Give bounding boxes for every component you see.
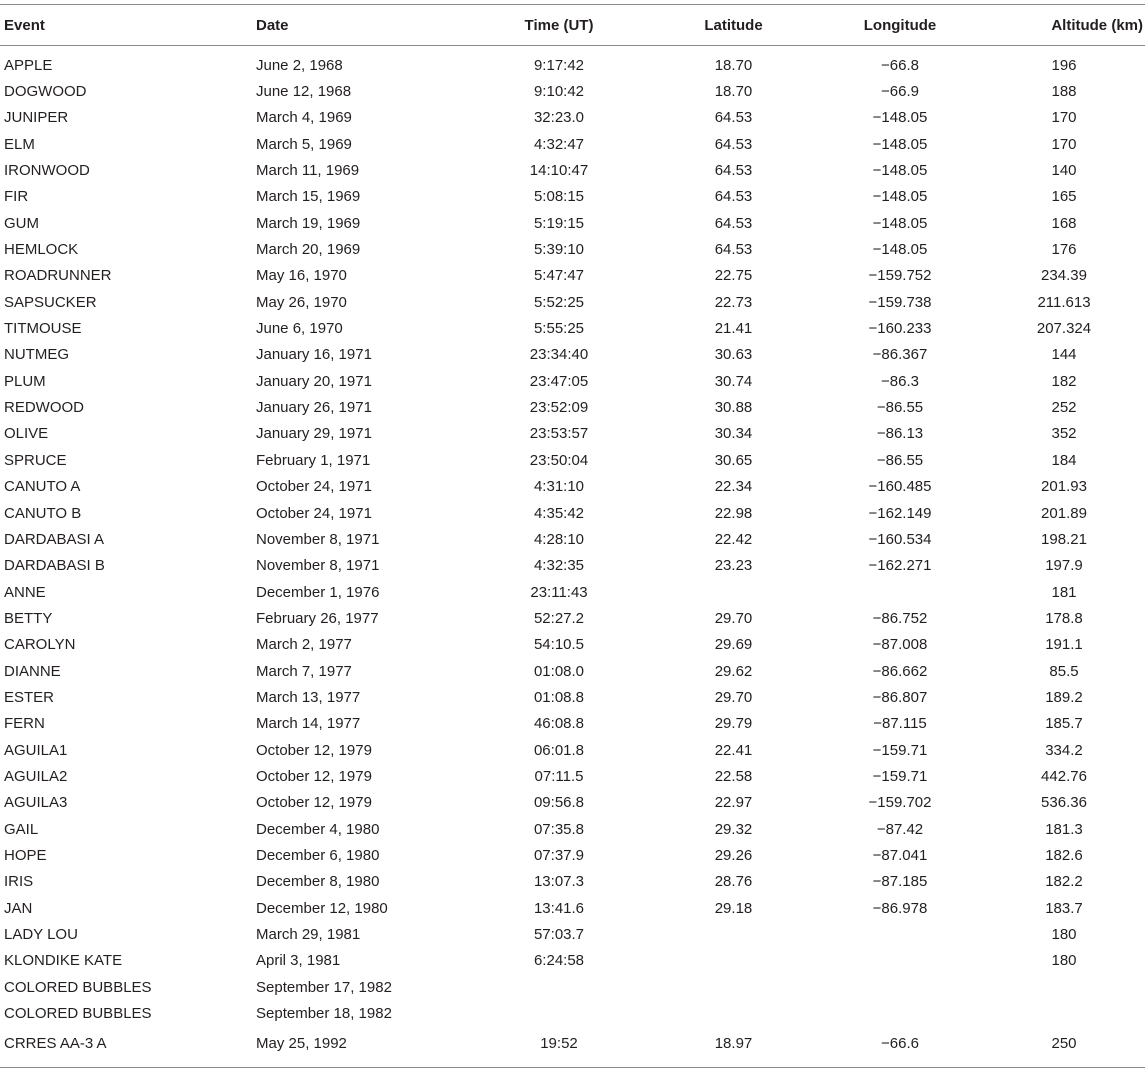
cell-latitude: 21.41 <box>714 320 753 338</box>
cell-latitude: 30.88 <box>714 399 753 417</box>
cell-event: ANNE <box>4 583 46 601</box>
cell-time: 4:35:42 <box>533 504 585 522</box>
cell-date: October 12, 1979 <box>256 741 372 759</box>
cell-event: TITMOUSE <box>4 320 82 338</box>
cell-date: May 25, 1992 <box>256 1027 468 1068</box>
cell-date: October 12, 1979 <box>256 767 372 785</box>
cell-latitude: 29.18 <box>714 899 753 917</box>
cell-date: March 11, 1969 <box>256 162 360 180</box>
cell-event: BETTY <box>4 609 53 627</box>
table-body <box>0 46 1145 1068</box>
cell-altitude: 182 <box>1051 372 1077 390</box>
table-row <box>0 737 1145 763</box>
cell-date: November 8, 1971 <box>256 557 380 575</box>
table-row <box>0 46 1145 79</box>
cell-time: 07:35.8 <box>533 820 585 838</box>
cell-altitude: 201.89 <box>1041 504 1087 522</box>
cell-time: 5:52:25 <box>533 293 585 311</box>
cell-time: 46:08.8 <box>533 715 585 733</box>
cell-event: IRIS <box>4 873 34 891</box>
cell-time: 01:08.0 <box>533 662 585 680</box>
cell-latitude: 64.53 <box>714 135 753 153</box>
cell-time: 23:52:09 <box>529 399 589 417</box>
cell-latitude: 64.53 <box>714 188 753 206</box>
cell-latitude <box>650 1000 817 1026</box>
cell-latitude: 22.73 <box>714 293 753 311</box>
cell-event: DARDABASI A <box>4 530 105 548</box>
table-row <box>0 684 1145 710</box>
cell-altitude: 234.39 <box>1041 267 1087 285</box>
cell-latitude: 29.62 <box>714 662 753 680</box>
cell-time: 23:47:05 <box>529 372 589 390</box>
cell-date: June 2, 1968 <box>256 56 343 74</box>
cell-altitude: 250 <box>983 1027 1145 1068</box>
cell-event: LADY LOU <box>4 926 78 944</box>
cell-time <box>468 974 650 1000</box>
cell-longitude: −159.71 <box>872 767 928 785</box>
cell-altitude: 352 <box>1051 425 1077 443</box>
table-row <box>0 105 1145 131</box>
cell-event: FIR <box>4 188 29 206</box>
table-row <box>0 763 1145 789</box>
cell-time: 5:19:15 <box>533 214 585 232</box>
table-row <box>0 184 1145 210</box>
cell-latitude: 22.41 <box>714 741 753 759</box>
cell-event: CAROLYN <box>4 636 76 654</box>
cell-date: January 26, 1971 <box>256 399 372 417</box>
cell-date: March 5, 1969 <box>256 135 352 153</box>
cell-longitude: −159.752 <box>868 267 932 285</box>
table-row <box>0 553 1145 579</box>
cell-altitude: 182.6 <box>1045 846 1083 864</box>
cell-longitude <box>817 579 983 605</box>
cell-altitude: 170 <box>1051 135 1077 153</box>
cell-event: SPRUCE <box>4 451 67 469</box>
cell-altitude: 85.5 <box>1049 662 1079 680</box>
cell-latitude: 22.75 <box>714 267 753 285</box>
table-row <box>0 394 1145 420</box>
cell-date: June 6, 1970 <box>256 320 343 338</box>
cell-longitude: −159.71 <box>872 741 928 759</box>
cell-date: October 12, 1979 <box>256 794 372 812</box>
cell-event: SAPSUCKER <box>4 293 97 311</box>
cell-event: APPLE <box>4 56 53 74</box>
cell-altitude: 182.2 <box>1045 873 1083 891</box>
cell-longitude: −66.9 <box>881 83 919 101</box>
cell-altitude: 185.7 <box>1045 715 1083 733</box>
table-row <box>0 869 1145 895</box>
cell-date: October 24, 1971 <box>256 478 372 496</box>
cell-event: ROADRUNNER <box>4 267 112 285</box>
cell-latitude <box>650 974 817 1000</box>
cell-time: 23:53:57 <box>529 425 589 443</box>
table-row <box>0 658 1145 684</box>
cell-event: COLORED BUBBLES <box>4 978 152 996</box>
cell-longitude: −86.55 <box>876 451 924 469</box>
cell-date: March 14, 1977 <box>256 715 361 733</box>
table-row <box>0 131 1145 157</box>
cell-latitude: 64.53 <box>714 214 753 232</box>
table-row <box>0 315 1145 341</box>
header-altitude: Altitude (km) <box>983 5 1145 46</box>
table-row <box>0 526 1145 552</box>
cell-date: September 17, 1982 <box>256 978 392 996</box>
cell-longitude: −148.05 <box>872 188 928 206</box>
cell-latitude: 64.53 <box>714 109 753 127</box>
cell-altitude: 207.324 <box>1036 320 1092 338</box>
cell-altitude: 196 <box>1051 56 1077 74</box>
cell-time <box>468 1000 650 1026</box>
cell-date: March 19, 1969 <box>256 214 361 232</box>
cell-latitude: 29.32 <box>714 820 753 838</box>
cell-time: 54:10.5 <box>533 636 585 654</box>
cell-time: 6:24:58 <box>533 952 585 970</box>
cell-time: 23:34:40 <box>529 346 589 364</box>
cell-event: IRONWOOD <box>4 162 90 180</box>
table-row <box>0 263 1145 289</box>
cell-longitude: −86.3 <box>881 372 919 390</box>
cell-time: 09:56.8 <box>533 794 585 812</box>
cell-longitude: −86.13 <box>876 425 924 443</box>
header-latitude: Latitude <box>650 5 817 46</box>
cell-latitude: 29.69 <box>714 636 753 654</box>
cell-longitude: −148.05 <box>872 109 928 127</box>
table-row <box>0 790 1145 816</box>
cell-latitude: 22.98 <box>714 504 753 522</box>
table-row <box>0 236 1145 262</box>
table-row <box>0 1027 1145 1068</box>
cell-event: DIANNE <box>4 662 61 680</box>
cell-longitude: −87.185 <box>872 873 928 891</box>
header-time: Time (UT) <box>468 5 650 46</box>
cell-longitude: −160.233 <box>868 320 932 338</box>
cell-longitude: −86.752 <box>872 609 928 627</box>
cell-longitude <box>817 948 983 974</box>
cell-altitude: 140 <box>1051 162 1077 180</box>
cell-altitude: 183.7 <box>1045 899 1083 917</box>
cell-date: March 13, 1977 <box>256 688 361 706</box>
cell-date: December 1, 1976 <box>256 583 380 601</box>
cell-date: January 20, 1971 <box>256 372 372 390</box>
cell-latitude: 30.74 <box>714 372 753 390</box>
cell-event: REDWOOD <box>4 399 84 417</box>
cell-altitude: 184 <box>1051 451 1077 469</box>
cell-longitude: −87.041 <box>872 846 928 864</box>
cell-altitude: 198.21 <box>1041 530 1087 548</box>
cell-event: KLONDIKE KATE <box>4 952 123 970</box>
cell-longitude: −87.008 <box>872 636 928 654</box>
cell-time: 23:50:04 <box>529 451 589 469</box>
cell-longitude <box>817 1000 983 1026</box>
cell-longitude: −86.55 <box>876 399 924 417</box>
table-row <box>0 289 1145 315</box>
cell-event: PLUM <box>4 372 46 390</box>
cell-latitude: 29.70 <box>714 688 753 706</box>
table-row <box>0 842 1145 868</box>
cell-event: AGUILA2 <box>4 767 68 785</box>
cell-longitude: −87.115 <box>873 715 927 733</box>
cell-altitude: 188 <box>1051 83 1077 101</box>
cell-latitude: 64.53 <box>714 162 753 180</box>
table-header <box>0 5 1145 46</box>
table-row <box>0 605 1145 631</box>
cell-altitude: 176 <box>1051 241 1077 259</box>
cell-event: ELM <box>4 135 35 153</box>
cell-event: COLORED BUBBLES <box>4 1005 152 1023</box>
cell-altitude: 170 <box>1051 109 1077 127</box>
cell-latitude: 22.97 <box>714 794 753 812</box>
cell-event: GUM <box>4 214 39 232</box>
table-row <box>0 711 1145 737</box>
cell-event: JAN <box>4 899 33 917</box>
cell-time: 4:32:47 <box>533 135 585 153</box>
cell-time: 5:47:47 <box>533 267 585 285</box>
cell-altitude <box>983 974 1145 1000</box>
cell-altitude: 334.2 <box>1045 741 1083 759</box>
cell-latitude: 28.76 <box>714 873 753 891</box>
cell-date: March 4, 1969 <box>256 109 352 127</box>
cell-time: 07:11.5 <box>534 767 584 785</box>
cell-longitude: −160.534 <box>868 530 932 548</box>
cell-altitude: 168 <box>1051 214 1077 232</box>
cell-time: 06:01.8 <box>533 741 585 759</box>
cell-longitude: −87.42 <box>876 820 924 838</box>
cell-time: 07:37.9 <box>533 846 585 864</box>
cell-event: HEMLOCK <box>4 241 79 259</box>
table-row <box>0 948 1145 974</box>
cell-time: 4:31:10 <box>533 478 585 496</box>
cell-time: 14:10:47 <box>529 162 589 180</box>
cell-event: DARDABASI B <box>4 557 105 575</box>
cell-latitude: 22.58 <box>714 767 753 785</box>
cell-altitude: 442.76 <box>1041 767 1087 785</box>
cell-event: ESTER <box>4 688 55 706</box>
cell-date: September 18, 1982 <box>256 1005 392 1023</box>
cell-latitude: 18.70 <box>714 56 753 74</box>
cell-date: May 26, 1970 <box>256 293 347 311</box>
cell-date: December 8, 1980 <box>256 873 380 891</box>
cell-date: March 15, 1969 <box>256 188 361 206</box>
cell-date: April 3, 1981 <box>256 952 341 970</box>
cell-date: December 4, 1980 <box>256 820 380 838</box>
header-longitude: Longitude <box>817 5 983 46</box>
cell-altitude <box>983 1000 1145 1026</box>
cell-altitude: 252 <box>1051 399 1077 417</box>
cell-event: AGUILA1 <box>4 741 68 759</box>
cell-date: March 29, 1981 <box>256 926 361 944</box>
cell-time: 13:07.3 <box>533 873 585 891</box>
cell-time: 9:10:42 <box>533 83 585 101</box>
cell-event: HOPE <box>4 846 47 864</box>
cell-time: 13:41.6 <box>533 899 585 917</box>
cell-longitude: −159.738 <box>868 293 932 311</box>
cell-altitude: 211.613 <box>1037 293 1091 311</box>
cell-longitude: −159.702 <box>868 794 932 812</box>
table-row <box>0 210 1145 236</box>
cell-longitude: −148.05 <box>872 241 928 259</box>
cell-latitude: 23.23 <box>714 557 753 575</box>
cell-time: 01:08.8 <box>533 688 585 706</box>
cell-time: 23:11:43 <box>530 583 588 601</box>
cell-longitude <box>817 921 983 947</box>
table-row <box>0 447 1145 473</box>
cell-date: December 12, 1980 <box>256 899 388 917</box>
cell-event: GAIL <box>4 820 39 838</box>
cell-latitude: 30.65 <box>714 451 753 469</box>
cell-altitude: 181.3 <box>1045 820 1083 838</box>
cell-latitude: 64.53 <box>714 241 753 259</box>
cell-longitude: −86.807 <box>872 688 928 706</box>
cell-latitude <box>650 579 817 605</box>
cell-date: February 26, 1977 <box>256 609 379 627</box>
cell-time: 5:39:10 <box>533 241 585 259</box>
table-row <box>0 157 1145 183</box>
cell-longitude: −148.05 <box>872 214 928 232</box>
cell-altitude: 180 <box>1051 952 1077 970</box>
cell-date: March 2, 1977 <box>256 636 352 654</box>
cell-altitude: 189.2 <box>1045 688 1083 706</box>
cell-longitude: −162.271 <box>868 557 932 575</box>
cell-time: 4:28:10 <box>533 530 585 548</box>
cell-longitude: −86.662 <box>872 662 928 680</box>
cell-event: DOGWOOD <box>4 83 87 101</box>
cell-date: January 16, 1971 <box>256 346 372 364</box>
table-row <box>0 1000 1145 1026</box>
cell-time: 19:52 <box>468 1027 650 1068</box>
table-row <box>0 632 1145 658</box>
cell-date: February 1, 1971 <box>256 451 371 469</box>
table-row <box>0 816 1145 842</box>
table-row <box>0 921 1145 947</box>
table-row <box>0 895 1145 921</box>
cell-latitude: 30.63 <box>714 346 753 364</box>
cell-altitude: 180 <box>1051 926 1077 944</box>
cell-latitude <box>650 948 817 974</box>
cell-altitude: 165 <box>1051 188 1077 206</box>
cell-time: 52:27.2 <box>533 609 585 627</box>
cell-date: December 6, 1980 <box>256 846 380 864</box>
cell-time: 32:23.0 <box>533 109 585 127</box>
cell-latitude: 18.70 <box>714 83 753 101</box>
header-row <box>0 5 1145 46</box>
cell-event: CRRES AA-3 A <box>0 1027 256 1068</box>
cell-longitude: −162.149 <box>868 504 932 522</box>
cell-latitude: 22.34 <box>714 478 753 496</box>
cell-longitude: −86.367 <box>872 346 928 364</box>
cell-date: January 29, 1971 <box>256 425 372 443</box>
cell-altitude: 201.93 <box>1041 478 1087 496</box>
header-date: Date <box>256 5 468 46</box>
cell-latitude: 30.34 <box>714 425 753 443</box>
cell-event: NUTMEG <box>4 346 69 364</box>
table-row <box>0 368 1145 394</box>
table-row <box>0 974 1145 1000</box>
cell-longitude: −66.8 <box>881 56 919 74</box>
cell-latitude: 29.79 <box>714 715 753 733</box>
table-row <box>0 342 1145 368</box>
table-row <box>0 579 1145 605</box>
cell-longitude: −148.05 <box>872 135 928 153</box>
cell-event: CANUTO A <box>4 478 81 496</box>
cell-time: 9:17:42 <box>533 56 585 74</box>
cell-date: March 20, 1969 <box>256 241 361 259</box>
cell-altitude: 197.9 <box>1045 557 1083 575</box>
cell-altitude: 178.8 <box>1045 609 1083 627</box>
cell-altitude: 536.36 <box>1041 794 1087 812</box>
cell-longitude: −148.05 <box>872 162 928 180</box>
cell-altitude: 181 <box>1051 583 1077 601</box>
cell-longitude <box>817 974 983 1000</box>
cell-latitude: 29.26 <box>714 846 753 864</box>
cell-date: June 12, 1968 <box>256 83 352 101</box>
cell-altitude: 191.1 <box>1045 636 1083 654</box>
cell-event: OLIVE <box>4 425 49 443</box>
header-event: Event <box>0 5 256 46</box>
cell-date: March 7, 1977 <box>256 662 352 680</box>
table-row <box>0 500 1145 526</box>
events-table <box>0 4 1145 1068</box>
table-row <box>0 421 1145 447</box>
cell-event: CANUTO B <box>4 504 82 522</box>
cell-date: October 24, 1971 <box>256 504 372 522</box>
table-row <box>0 78 1145 104</box>
table-row <box>0 474 1145 500</box>
cell-event: JUNIPER <box>4 109 69 127</box>
cell-altitude: 144 <box>1051 346 1077 364</box>
cell-longitude: −66.6 <box>817 1027 983 1068</box>
cell-latitude: 18.97 <box>650 1027 817 1068</box>
cell-time: 5:55:25 <box>533 320 585 338</box>
cell-latitude: 22.42 <box>714 530 753 548</box>
cell-time: 5:08:15 <box>533 188 585 206</box>
cell-date: May 16, 1970 <box>256 267 347 285</box>
cell-event: AGUILA3 <box>4 794 68 812</box>
cell-latitude: 29.70 <box>714 609 753 627</box>
cell-date: November 8, 1971 <box>256 530 380 548</box>
cell-latitude <box>650 921 817 947</box>
cell-longitude: −86.978 <box>872 899 928 917</box>
cell-time: 57:03.7 <box>533 926 585 944</box>
cell-event: FERN <box>4 715 45 733</box>
cell-time: 4:32:35 <box>533 557 585 575</box>
cell-longitude: −160.485 <box>868 478 932 496</box>
